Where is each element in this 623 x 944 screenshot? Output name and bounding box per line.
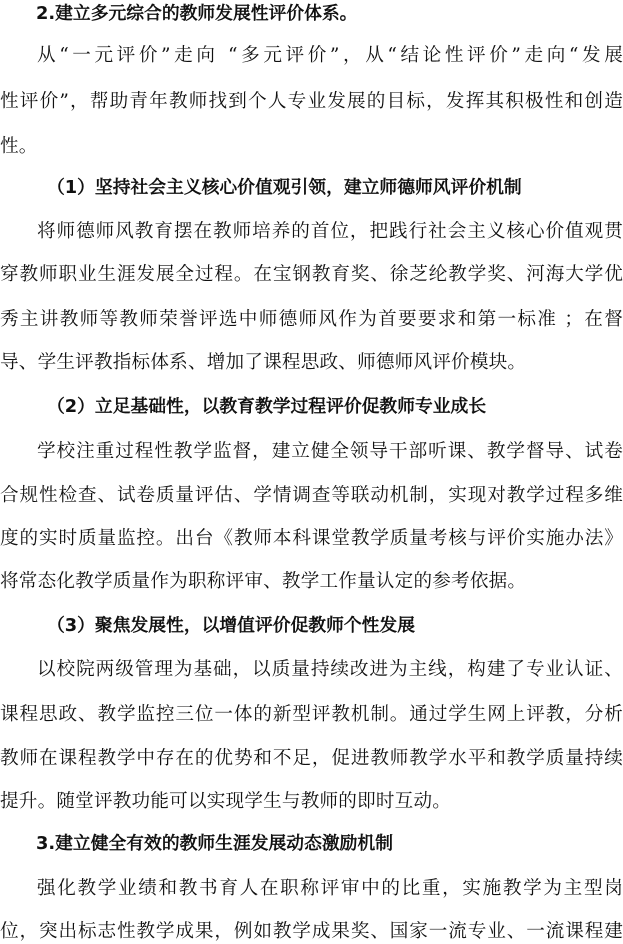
para-4-line-4: 提升。随堂评教功能可以实现学生与教师的即时互动。: [0, 791, 452, 812]
subsection-heading-3: （3）聚焦发展性，以增值评价促教师个性发展: [47, 615, 415, 636]
para-4-line-1: 以校院两级管理为基础，以质量持续改进为主线，构建了专业认证、: [37, 659, 623, 680]
para-3-line-3: 度的实时质量监控。出台《教师本科课堂教学质量考核与评价实施办法》: [0, 528, 623, 549]
para-2-line-4: 导、学生评教指标体系、增加了课程思政、师德师风评价模块。: [0, 352, 527, 373]
para-5-line-2: 位，突出标志性教学成果，例如教学成果奖、国家一流专业、一流课程建: [0, 921, 623, 942]
para-2-line-1: 将师德师风教育摆在教师培养的首位，把践行社会主义核心价值观贯: [37, 221, 623, 242]
para-2-line-2: 穿教师职业生涯发展全过程。在宝钢教育奖、徐芝纶教学奖、河海大学优: [0, 264, 623, 285]
para-1-line-3: 性。: [0, 136, 38, 157]
section-heading-3: 3.建立健全有效的教师生涯发展动态激励机制: [36, 833, 393, 854]
para-1-line-1: 从“一元评价”走向 “多元评价”，从“结论性评价”走向“发展: [37, 45, 623, 66]
para-2-line-3: 秀主讲教师等教师荣誉评选中师德师风作为首要要求和第一标准 ；在督: [0, 309, 623, 330]
subsection-heading-1: （1）坚持社会主义核心价值观引领，建立师德师风评价机制: [47, 177, 522, 198]
para-3-line-2: 合规性检查、试卷质量评估、学情调查等联动机制，实现对教学过程多维: [0, 485, 623, 506]
para-4-line-3: 教师在课程教学中存在的优势和不足，促进教师教学水平和教学质量持续: [0, 748, 623, 769]
para-5-line-1: 强化教学业绩和教书育人在职称评审中的比重，实施教学为主型岗: [37, 878, 623, 899]
para-1-line-2: 性评价”，帮助青年教师找到个人专业发展的目标，发挥其积极性和创造: [0, 91, 623, 112]
para-3-line-4: 将常态化教学质量作为职称评审、教学工作量认定的参考依据。: [0, 571, 527, 592]
section-heading-2: 2.建立多元综合的教师发展性评价体系。: [36, 3, 358, 24]
subsection-heading-2: （2）立足基础性，以教育教学过程评价促教师专业成长: [47, 396, 487, 417]
para-3-line-1: 学校注重过程性教学监督，建立健全领导干部听课、教学督导、试卷: [37, 441, 623, 462]
para-4-line-2: 课程思政、教学监控三位一体的新型评教机制。通过学生网上评教，分析: [0, 704, 623, 725]
